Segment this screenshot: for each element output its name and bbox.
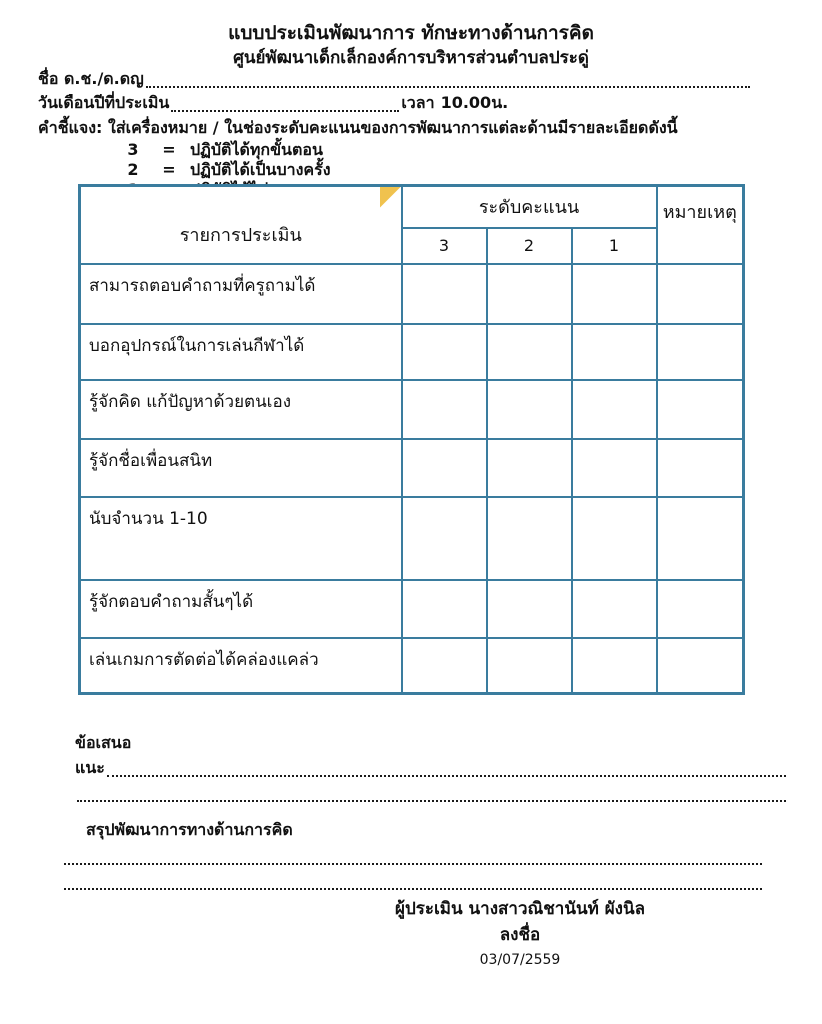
score-cell[interactable] [487,497,572,580]
score-cell[interactable] [487,324,572,380]
sign-label: ลงชื่อ [499,925,541,945]
item-cell: เล่นเกมการตัดต่อได้คล่องแคล่ว [80,638,402,694]
score-cell[interactable] [572,380,657,439]
score-column-2: 2 [487,228,572,264]
score-cell[interactable] [402,439,487,497]
remark-cell[interactable] [657,580,744,638]
scale-score: 3 [127,140,139,159]
table-row [80,380,744,439]
date-label: วันเดือนปีที่ประเมิน [38,93,170,112]
score-column-3: 3 [402,228,487,264]
assessment-date: 03/07/2559 [479,952,561,968]
item-cell: รู้จักคิด แก้ปัญหาด้วยตนเอง [80,380,402,439]
table-row [80,264,744,324]
score-cell[interactable] [402,264,487,324]
summary-line-2 [62,869,764,894]
scale-equals: = [162,140,176,159]
item-cell: รู้จักตอบคำถามสั้นๆได้ [80,580,402,638]
scale-equals: = [162,160,176,179]
item-cell: นับจำนวน 1-10 [80,497,402,580]
item-cell: บอกอุปกรณ์ในการเล่นกีฬาได้ [80,324,402,380]
item-cell: รู้จักชื่อเพื่อนสนิท [80,439,402,497]
suggestion-label: แนะ [75,758,105,777]
page-title: แบบประเมินพัฒนาการ ทักษะทางด้านการคิด [228,22,594,44]
table-row [80,324,744,380]
summary-fill-field[interactable] [64,863,762,865]
instruction-text: คำชี้แจง: ใส่เครื่องหมาย / ในช่องระดับคะแนนของการพัฒนาการแต่ละด้านมีรายละเอียดดังนี้ [38,118,678,137]
score-cell[interactable] [402,580,487,638]
score-column-1: 1 [572,228,657,264]
suggestion-fill-field[interactable] [107,775,786,777]
item-header-cell [80,186,402,264]
summary-heading: สรุปพัฒนาการทางด้านการคิด [86,820,293,839]
date-line [38,92,752,116]
score-cell[interactable] [572,580,657,638]
suggestion-fill-field[interactable] [77,800,786,802]
score-cell[interactable] [572,497,657,580]
score-cell[interactable] [402,380,487,439]
remark-cell[interactable] [657,497,744,580]
score-cell[interactable] [487,439,572,497]
summary-line-1 [62,844,764,869]
remark-header-cell: หมายเหตุ [657,186,744,264]
scale-score: 2 [127,160,139,179]
time-value: 10.00น. [440,93,509,112]
score-cell[interactable] [487,638,572,694]
item-header-label: รายการประเมิน [179,224,302,246]
score-cell[interactable] [572,264,657,324]
table-row [80,638,744,694]
score-cell[interactable] [572,638,657,694]
page-subtitle: ศูนย์พัฒนาเด็กเล็กองค์การบริหารส่วนตำบลประดู่ [233,48,589,68]
remark-cell[interactable] [657,439,744,497]
score-cell[interactable] [402,497,487,580]
scale-meaning: ปฏิบัติได้เป็นบางครั้ง [190,160,331,179]
suggestion-block [75,730,788,806]
scale-line-2 [38,160,752,180]
remark-cell[interactable] [657,638,744,694]
score-cell[interactable] [402,638,487,694]
score-header-cell: ระดับคะแนน [402,186,657,228]
signature-block [385,896,655,972]
score-cell[interactable] [487,264,572,324]
remark-cell[interactable] [657,380,744,439]
suggestion-line-1 [75,756,788,781]
score-cell[interactable] [487,580,572,638]
name-line [38,68,752,92]
item-cell: สามารถตอบคำถามที่ครูถามได้ [80,264,402,324]
table-row [80,439,744,497]
name-fill-field[interactable] [146,86,750,88]
time-label: เวลา [401,93,435,112]
score-cell[interactable] [572,439,657,497]
score-cell[interactable] [402,324,487,380]
score-cell[interactable] [572,324,657,380]
suggestion-heading: ข้อเสนอ [75,733,132,752]
table-row [80,580,744,638]
summary-block [62,816,764,894]
scale-line-3 [38,140,752,160]
info-block [38,68,752,200]
scale-meaning: ปฏิบัติได้ทุกขั้นตอน [190,140,323,159]
assessor-name: ผู้ประเมิน นางสาวณิชานันท์ ผังนิล [394,899,646,919]
summary-fill-field[interactable] [64,888,762,890]
assessment-table [78,184,745,695]
corner-fold-icon [380,187,401,208]
date-fill-field[interactable] [171,110,399,112]
table-row [80,497,744,580]
name-label: ชื่อ ด.ช./ด.ดญ [38,69,144,88]
suggestion-line-2 [75,781,788,806]
remark-cell[interactable] [657,264,744,324]
score-cell[interactable] [487,380,572,439]
remark-cell[interactable] [657,324,744,380]
